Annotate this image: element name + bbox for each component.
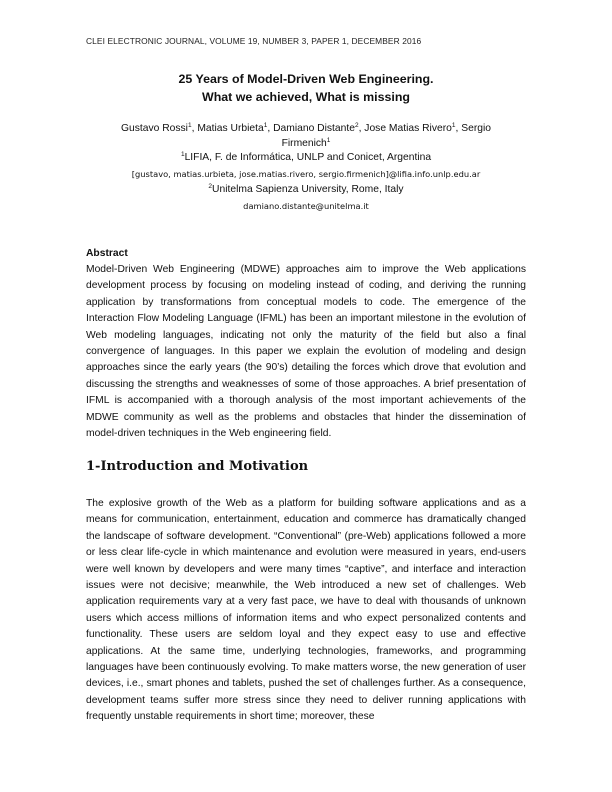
affiliation: $^2$Unitelma Sapienza University, Rome, Italy (208, 183, 404, 195)
author: Sergio Firmenich$^1$ (281, 123, 491, 149)
section-paragraph: The explosive growth of the Web as a platform for building software applications and as a means for communication, entertainment, education and commerce has dramatically changed the landscape of software development. “Conventional” (pre-Web) applications followed a more or less clear life-cycle in which maintenance and evolution were measured in years, end-users were well known by developers and were many times “captive”, and interface and interaction issues were not decisive; meanwhile, the Web introduced a new set of challenges. Web application requirements vary at a very fast pace, we have to deal with thousands of unknown users which access millions of information items and who expect personalized contents and functionality. These users are seldom loyal and they expect easy to use and effective applications. At the same time, underlying technologies, frameworks, and programming languages have been continuously evolving. To make matters worse, the new generation of user devices, i.e., smart phones and tablets, pushed the set of challenges further. As a consequence, development teams suffer more stress since they need to deliver running applications with frequently unstable requirements in short time; moreover, these (86, 498, 526, 723)
running-header: CLEI ELECTRONIC JOURNAL, VOLUME 19, NUMBER 3, PAPER 1, DECEMBER 2016 (86, 36, 422, 46)
section-heading: 1-Introduction and Motivation (86, 459, 309, 474)
title-line-1: 25 Years of Model-Driven Web Engineering. (178, 72, 434, 86)
affiliation: $^1$LIFIA, F. de Informática, UNLP and Conicet, Argentina (180, 151, 432, 163)
abstract-text: Model-Driven Web Engineering (MDWE) approaches aim to improve the Web applications development process by focusing on modeling instead of coding, and deriving the running application by transformations from conceptual models to code. The emergence of the Interaction Flow Modeling Language (IFML) has been an important milestone in the evolution of Web modeling languages, indicating not only the maturity of the field but also a final convergence of languages. In this paper we explain the evolution of modeling and design approaches since the early years (the 90’s) detailing the forces which drove that evolution and discussing the strengths and weaknesses of some of those approaches. A brief presentation of IFML is accompanied with a thorough analysis of the most important achievements of the MDWE community as well as the problems and obstacles that hinder the dissemination of model-driven techniques in the Web engineering field. (86, 264, 526, 440)
abstract-heading: Abstract (86, 248, 128, 259)
author-list (96, 122, 516, 151)
author: Jose Matias Rivero$^1$, (364, 122, 462, 134)
affiliation-emails: damiano.distante@unitelma.it (243, 201, 369, 211)
author: Damiano Distante$^2$, (273, 122, 365, 134)
paper-title (86, 70, 526, 106)
author: Gustavo Rossi$^1$, (121, 122, 198, 134)
affiliation-emails: [gustavo, matias.urbieta, jose.matias.rivero, sergio.firmenich]@lifia.info.unlp.edu.ar (131, 169, 481, 179)
author: Matias Urbieta$^1$, (197, 122, 274, 134)
title-line-2: What we achieved, What is missing (202, 90, 410, 104)
